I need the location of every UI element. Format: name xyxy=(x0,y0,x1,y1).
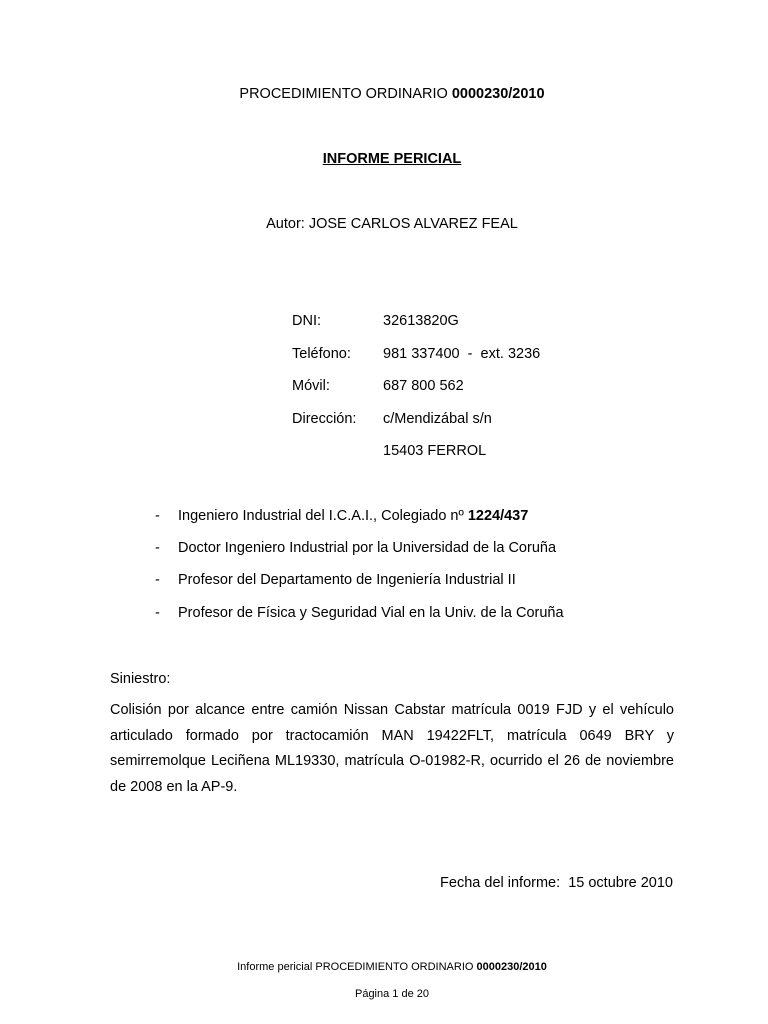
contact-row-mobile xyxy=(292,378,540,411)
contact-row-dni xyxy=(292,313,540,346)
contact-label: DNI: xyxy=(292,313,321,329)
procedure-title xyxy=(0,86,768,102)
list-item xyxy=(155,572,564,604)
list-item xyxy=(155,605,564,637)
qualification-number: 1224/437 xyxy=(467,508,529,524)
qualifications-list xyxy=(155,508,564,637)
qualification-text: Ingeniero Industrial del I.C.A.I., Colegiado nº 1224/437 xyxy=(178,508,529,524)
qualification-text: Profesor del Departamento de Ingeniería Industrial II xyxy=(178,572,516,589)
contact-row-phone xyxy=(292,346,540,379)
contact-block xyxy=(292,313,540,476)
footer-title xyxy=(0,961,768,973)
contact-label: Dirección: xyxy=(292,410,357,427)
contact-row-address xyxy=(292,411,540,444)
bullet-dash: - xyxy=(155,540,160,557)
report-date: Fecha del informe: 15 octubre 2010 xyxy=(440,875,673,891)
contact-row-city xyxy=(292,443,540,476)
contact-label: Teléfono: xyxy=(292,345,351,362)
bullet-dash: - xyxy=(155,508,160,524)
author-line: Autor: JOSE CARLOS ALVAREZ FEAL xyxy=(266,216,518,232)
report-title: INFORME PERICIAL xyxy=(322,151,462,167)
qualification-text: Doctor Ingeniero Industrial por la Universidad de la Coruña xyxy=(178,540,557,557)
contact-label xyxy=(292,443,383,476)
footer-prefix: Informe pericial PROCEDIMIENTO ORDINARIO xyxy=(237,961,477,973)
incident-label: Siniestro: xyxy=(110,671,171,687)
page-number: Página 1 de 20 xyxy=(354,988,429,1000)
contact-value: 981 337400 - ext. 3236 xyxy=(383,345,541,362)
contact-value: 15403 FERROL xyxy=(383,443,487,459)
list-item xyxy=(155,508,564,540)
list-item xyxy=(155,540,564,572)
contact-label: Móvil: xyxy=(292,378,330,394)
incident-description: Colisión por alcance entre camión Nissan Cabstar matrícula 0019 FJD y el vehículo articulado formado por tractocamión MAN 19422FLT, matrícula 0649 BRY y semirremolque Leciñena ML19330, matrícula O-01982-R, ocurrido el 26 de noviembre de 2008 en la AP-9. xyxy=(110,702,674,796)
contact-value: 32613820G xyxy=(383,313,459,329)
qualification-text: Profesor de Física y Seguridad Vial en la Univ. de la Coruña xyxy=(178,604,564,621)
procedure-prefix: PROCEDIMIENTO ORDINARIO xyxy=(239,86,452,102)
bullet-dash: - xyxy=(155,572,160,589)
contact-value: c/Mendizábal s/n xyxy=(383,410,492,427)
contact-value: 687 800 562 xyxy=(383,378,464,394)
procedure-number: 0000230/2010 xyxy=(451,86,545,102)
footer-number: 0000230/2010 xyxy=(476,961,547,973)
bullet-dash: - xyxy=(155,604,160,621)
